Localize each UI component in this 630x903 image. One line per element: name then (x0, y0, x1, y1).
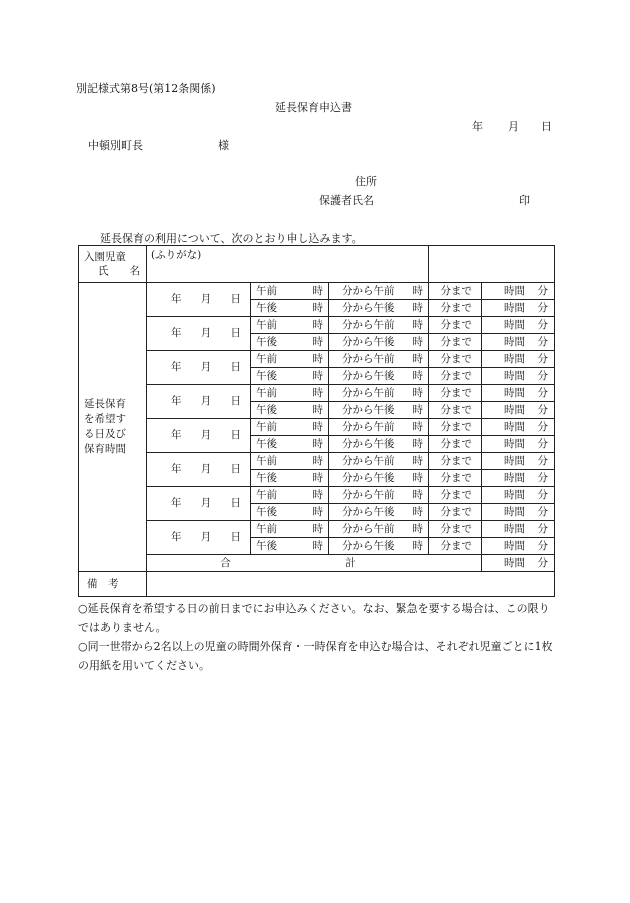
minutes-label: 分 (537, 522, 548, 535)
minutes-label: 分 (537, 335, 548, 348)
hour-label: 時 (412, 403, 423, 416)
end-minute-field[interactable] (429, 453, 482, 470)
period-label: 午前 (256, 386, 277, 399)
end-time-field[interactable] (329, 487, 429, 504)
date-day-label: 日 (230, 463, 241, 475)
hours-label: 時間 (504, 522, 525, 535)
end-time-field[interactable] (329, 538, 429, 555)
start-time-field[interactable] (251, 470, 329, 487)
start-time-field[interactable] (251, 453, 329, 470)
end-time-field[interactable] (329, 470, 429, 487)
end-time-field[interactable] (329, 334, 429, 351)
hours-label: 時間 (504, 301, 525, 314)
minutes-label: 分 (537, 505, 548, 518)
start-time-field[interactable] (251, 538, 329, 555)
hours-label: 時間 (504, 284, 525, 297)
child-name-label-text-1: 入園児童 (84, 251, 126, 263)
hour-label: 時 (412, 386, 423, 399)
end-time-field[interactable] (329, 419, 429, 436)
period-label: 午前 (256, 522, 277, 535)
start-time-field[interactable] (251, 351, 329, 368)
start-time-field[interactable] (251, 317, 329, 334)
period-label: 午前 (256, 420, 277, 433)
hour-label: 時 (412, 284, 423, 297)
duration-field[interactable] (482, 419, 555, 436)
end-time-field[interactable] (329, 283, 429, 300)
hour-label: 時 (312, 437, 323, 450)
date-month-label: 月 (200, 429, 212, 441)
period-label: 午前 (256, 488, 277, 501)
minutes-label: 分 (537, 386, 548, 399)
date-month-label: 月 (200, 531, 212, 543)
end-minute-field[interactable] (429, 504, 482, 521)
schedule-label-text: 保育時間 (84, 443, 126, 455)
date-day-label: 日 (230, 327, 241, 339)
document-title: 延長保育申込書 (275, 101, 352, 114)
duration-field[interactable] (482, 283, 555, 300)
child-name-label-cell (79, 246, 147, 283)
remarks-row (79, 572, 555, 597)
minute-until-label: 分まで (440, 352, 472, 365)
minute-from-label: 分から午前 (342, 386, 395, 399)
minute-from-label: 分から午後 (342, 301, 395, 314)
schedule-label-text: 延長保育 (84, 398, 126, 410)
start-time-field[interactable] (251, 368, 329, 385)
minute-from-label: 分から午前 (342, 352, 395, 365)
minute-from-label: 分から午後 (342, 335, 395, 348)
end-minute-field[interactable] (429, 521, 482, 538)
total-label-cell (147, 555, 482, 572)
minute-until-label: 分まで (440, 454, 472, 467)
end-time-field[interactable] (329, 402, 429, 419)
hour-label: 時 (312, 488, 323, 501)
hour-label: 時 (312, 335, 323, 348)
hour-label: 時 (312, 352, 323, 365)
minutes-label: 分 (537, 369, 548, 382)
end-time-field[interactable] (329, 521, 429, 538)
minute-until-label: 分まで (440, 437, 472, 450)
hour-label: 時 (312, 505, 323, 518)
minute-until-label: 分まで (440, 471, 472, 484)
minute-from-label: 分から午後 (342, 471, 395, 484)
duration-field[interactable] (482, 402, 555, 419)
furigana-label: (ふりがな) (151, 249, 202, 261)
date-month-label: 月 (508, 120, 519, 133)
date-day-label: 日 (230, 429, 241, 441)
duration-field[interactable] (482, 436, 555, 453)
minute-until-label: 分まで (440, 301, 472, 314)
hour-label: 時 (412, 454, 423, 467)
end-time-field[interactable] (329, 453, 429, 470)
hours-label: 時間 (504, 352, 525, 365)
end-time-field[interactable] (329, 351, 429, 368)
hour-label: 時 (312, 454, 323, 467)
hour-label: 時 (412, 369, 423, 382)
hour-label: 時 (412, 318, 423, 331)
minutes-label: 分 (537, 437, 548, 450)
hours-label: 時間 (504, 454, 525, 467)
minute-from-label: 分から午後 (342, 539, 395, 552)
duration-field[interactable] (482, 368, 555, 385)
period-label: 午後 (256, 403, 277, 416)
minute-until-label: 分まで (440, 386, 472, 399)
date-year-label: 年 (171, 531, 182, 543)
hour-label: 時 (312, 522, 323, 535)
hour-label: 時 (412, 539, 423, 552)
duration-field[interactable] (482, 504, 555, 521)
minute-until-label: 分まで (440, 284, 472, 297)
minute-until-label: 分まで (440, 522, 472, 535)
date-field[interactable] (147, 283, 251, 317)
addressee: 中頓別町長 (88, 139, 143, 152)
date-month-label: 月 (200, 497, 212, 509)
child-name-field[interactable] (147, 246, 429, 283)
end-time-field[interactable] (329, 504, 429, 521)
end-time-field[interactable] (329, 385, 429, 402)
minutes-label: 分 (537, 284, 548, 297)
hour-label: 時 (312, 318, 323, 331)
schedule-row (79, 521, 555, 538)
end-minute-field[interactable] (429, 436, 482, 453)
hour-label: 時 (312, 403, 323, 416)
minute-from-label: 分から午前 (342, 284, 395, 297)
schedule-label-text: る日及び (84, 428, 126, 440)
period-label: 午後 (256, 335, 277, 348)
hour-label: 時 (412, 488, 423, 501)
end-minute-field[interactable] (429, 538, 482, 555)
note-multiple-children: ○同一世帯から2名以上の児童の時間外保育・一時保育を申込む場合は、それぞれ児童ごとに1枚の用紙を用いてください。 (78, 640, 553, 672)
hours-label: 時間 (504, 420, 525, 433)
addressee-suffix: 様 (218, 139, 229, 152)
hour-label: 時 (412, 471, 423, 484)
period-label: 午後 (256, 369, 277, 382)
date-year-label: 年 (171, 327, 182, 339)
date-year-label: 年 (171, 361, 182, 373)
child-name-extra-field[interactable] (429, 246, 555, 283)
minutes-label: 分 (537, 352, 548, 365)
period-label: 午後 (256, 301, 277, 314)
end-minute-field[interactable] (429, 334, 482, 351)
minute-until-label: 分まで (440, 488, 472, 501)
hours-label: 時間 (504, 386, 525, 399)
end-minute-field[interactable] (429, 351, 482, 368)
end-time-field[interactable] (329, 436, 429, 453)
hour-label: 時 (312, 284, 323, 297)
date-month-label: 月 (200, 463, 212, 475)
minute-from-label: 分から午後 (342, 505, 395, 518)
date-year-label: 年 (171, 429, 182, 441)
hours-label: 時間 (504, 403, 525, 416)
minute-from-label: 分から午後 (342, 437, 395, 450)
minute-from-label: 分から午前 (342, 454, 395, 467)
child-name-label-line1 (79, 250, 146, 264)
duration-field[interactable] (482, 385, 555, 402)
schedule-row (79, 283, 555, 300)
date-day-label: 日 (230, 497, 241, 509)
schedule-row (79, 453, 555, 470)
date-year-label: 年 (171, 293, 182, 305)
schedule-row (79, 419, 555, 436)
duration-field[interactable] (482, 317, 555, 334)
start-time-field[interactable] (251, 487, 329, 504)
period-label: 午後 (256, 539, 277, 552)
intro-text: 延長保育の利用について、次のとおり申し込みます。 (100, 232, 363, 245)
hour-label: 時 (412, 505, 423, 518)
date-day-label: 日 (230, 361, 241, 373)
schedule-row (79, 385, 555, 402)
hour-label: 時 (412, 420, 423, 433)
minute-from-label: 分から午前 (342, 318, 395, 331)
hour-label: 時 (312, 539, 323, 552)
period-label: 午前 (256, 284, 277, 297)
hour-label: 時 (412, 335, 423, 348)
total-row (79, 555, 555, 572)
form-label: 別記様式第8号(第12条関係) (76, 82, 216, 95)
end-minute-field[interactable] (429, 368, 482, 385)
start-time-field[interactable] (251, 436, 329, 453)
end-time-field[interactable] (329, 368, 429, 385)
minutes-label: 分 (537, 420, 548, 433)
duration-field[interactable] (482, 487, 555, 504)
date-day-label: 日 (230, 293, 241, 305)
minutes-label: 分 (537, 471, 548, 484)
duration-field[interactable] (482, 351, 555, 368)
period-label: 午後 (256, 505, 277, 518)
start-time-field[interactable] (251, 334, 329, 351)
date-day-label: 日 (541, 120, 552, 133)
child-name-row (79, 246, 555, 283)
start-time-field[interactable] (251, 402, 329, 419)
minutes-label: 分 (537, 301, 548, 314)
seal-label: 印 (519, 194, 530, 207)
end-minute-field[interactable] (429, 470, 482, 487)
schedule-row (79, 487, 555, 504)
date-year-label: 年 (472, 120, 483, 133)
child-name-label-text-2: 氏 名 (98, 265, 140, 277)
period-label: 午後 (256, 471, 277, 484)
schedule-label-line (79, 442, 146, 457)
schedule-row (79, 317, 555, 334)
schedule-label-line (79, 412, 146, 427)
minute-until-label: 分まで (440, 539, 472, 552)
minute-until-label: 分まで (440, 420, 472, 433)
hour-label: 時 (312, 369, 323, 382)
hour-label: 時 (412, 301, 423, 314)
schedule-row (79, 351, 555, 368)
minute-from-label: 分から午後 (342, 403, 395, 416)
hours-label: 時間 (504, 335, 525, 348)
minutes-label: 分 (537, 488, 548, 501)
minute-from-label: 分から午前 (342, 488, 395, 501)
duration-field[interactable] (482, 334, 555, 351)
duration-field[interactable] (482, 538, 555, 555)
remarks-field[interactable] (147, 572, 555, 597)
hour-label: 時 (312, 471, 323, 484)
date-day-label: 日 (230, 395, 241, 407)
end-minute-field[interactable] (429, 385, 482, 402)
hour-label: 時 (412, 522, 423, 535)
end-minute-field[interactable] (429, 300, 482, 317)
date-field[interactable] (147, 351, 251, 385)
schedule-label-text: を希望す (84, 413, 126, 425)
end-minute-field[interactable] (429, 487, 482, 504)
date-field[interactable] (147, 453, 251, 487)
hours-label: 時間 (504, 437, 525, 450)
minute-until-label: 分まで (440, 403, 472, 416)
minutes-label: 分 (537, 539, 548, 552)
minute-from-label: 分から午後 (342, 369, 395, 382)
hours-label: 時間 (504, 539, 525, 552)
start-time-field[interactable] (251, 504, 329, 521)
start-time-field[interactable] (251, 283, 329, 300)
hours-label: 時間 (504, 369, 525, 382)
date-year-label: 年 (171, 463, 182, 475)
minute-until-label: 分まで (440, 505, 472, 518)
minutes-label: 分 (537, 556, 548, 569)
date-month-label: 月 (200, 327, 212, 339)
minute-from-label: 分から午前 (342, 522, 395, 535)
duration-field[interactable] (482, 470, 555, 487)
start-time-field[interactable] (251, 300, 329, 317)
hour-label: 時 (412, 437, 423, 450)
schedule-label-line (79, 397, 146, 412)
date-field[interactable] (147, 487, 251, 521)
hours-label: 時間 (504, 505, 525, 518)
date-year-label: 年 (171, 497, 182, 509)
date-month-label: 月 (200, 293, 212, 305)
start-time-field[interactable] (251, 419, 329, 436)
hour-label: 時 (312, 301, 323, 314)
minute-until-label: 分まで (440, 335, 472, 348)
period-label: 午前 (256, 352, 277, 365)
hour-label: 時 (312, 386, 323, 399)
date-month-label: 月 (200, 361, 212, 373)
minute-until-label: 分まで (440, 369, 472, 382)
date-day-label: 日 (230, 531, 241, 543)
start-time-field[interactable] (251, 385, 329, 402)
minutes-label: 分 (537, 318, 548, 331)
minutes-label: 分 (537, 454, 548, 467)
child-name-label-line2 (79, 264, 146, 278)
hours-label: 時間 (504, 318, 525, 331)
minute-from-label: 分から午前 (342, 420, 395, 433)
minutes-label: 分 (537, 403, 548, 416)
application-table (78, 245, 555, 597)
duration-field[interactable] (482, 453, 555, 470)
note-deadline: ○延長保育を希望する日の前日までにお申込みください。なお、緊急を要する場合は、この限りではありません。 (78, 602, 550, 634)
schedule-label-cell (79, 283, 147, 572)
guardian-name-label: 保護者氏名 (319, 194, 374, 207)
hour-label: 時 (312, 420, 323, 433)
start-time-field[interactable] (251, 521, 329, 538)
end-minute-field[interactable] (429, 317, 482, 334)
end-minute-field[interactable] (429, 283, 482, 300)
address-label: 住所 (355, 175, 377, 188)
date-field[interactable] (147, 419, 251, 453)
total-label: 合 計 (220, 556, 408, 569)
hours-label: 時間 (504, 556, 525, 569)
duration-field[interactable] (482, 521, 555, 538)
period-label: 午後 (256, 437, 277, 450)
period-label: 午前 (256, 318, 277, 331)
date-month-label: 月 (200, 395, 212, 407)
hour-label: 時 (412, 352, 423, 365)
end-time-field[interactable] (329, 300, 429, 317)
schedule-label-line (79, 427, 146, 442)
minute-until-label: 分まで (440, 318, 472, 331)
remarks-label-cell (79, 572, 147, 597)
remarks-label: 備 考 (87, 577, 119, 590)
date-field[interactable] (147, 385, 251, 419)
hours-label: 時間 (504, 488, 525, 501)
total-duration-field[interactable] (482, 555, 555, 572)
end-minute-field[interactable] (429, 402, 482, 419)
period-label: 午前 (256, 454, 277, 467)
date-year-label: 年 (171, 395, 182, 407)
hours-label: 時間 (504, 471, 525, 484)
end-minute-field[interactable] (429, 419, 482, 436)
end-time-field[interactable] (329, 317, 429, 334)
date-field[interactable] (147, 521, 251, 555)
duration-field[interactable] (482, 300, 555, 317)
date-field[interactable] (147, 317, 251, 351)
